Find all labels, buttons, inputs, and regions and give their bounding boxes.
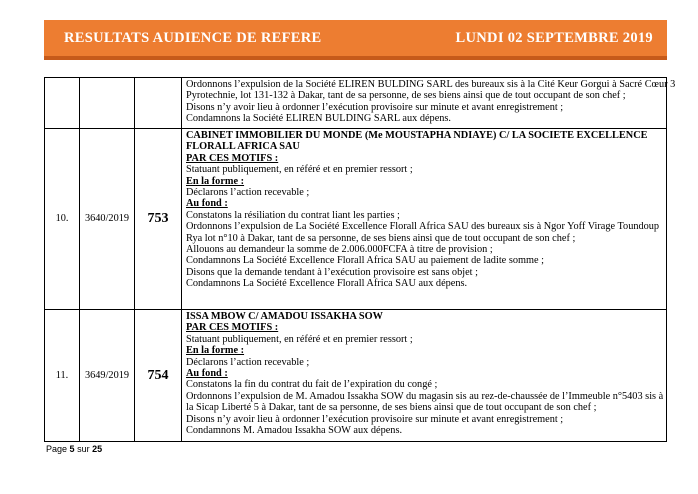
order-number: 753 — [135, 129, 182, 310]
decision-line: Condamnons La Société Excellence Florall Africa SAU au paiement de ladite somme ; — [186, 255, 544, 267]
footer-page-total: 25 — [92, 444, 103, 454]
motifs-text: Statuant publiquement, en référé et en premier ressort ; — [186, 164, 413, 176]
case-number — [80, 78, 135, 129]
decision-line: Condamnons M. Amadou Issakha SOW aux dépens. — [186, 425, 403, 437]
decision-line: Constatons la fin du contrat du fait de l’expiration du congé ; — [186, 379, 438, 391]
forme-heading: En la forme : — [186, 175, 245, 187]
forme-text: Déclarons l’action recevable ; — [186, 187, 310, 199]
row-number — [45, 78, 80, 129]
case-parties: CABINET IMMOBILIER DU MONDE (Me MOUSTAPHA NDIAYE) C/ LA SOCIETE EXCELLENCE FLORALL AFRICA SAU — [186, 130, 648, 153]
table-row — [45, 78, 667, 129]
header-date: LUNDI 02 SEPTEMBRE 2019 — [455, 29, 653, 46]
decision-line: Allouons au demandeur la somme de 2.006.000FCFA à titre de provision ; — [186, 244, 493, 256]
case-number: 3640/2019 — [80, 129, 135, 310]
decision-text — [182, 310, 667, 442]
decision-text — [182, 129, 667, 310]
decision-line: Ordonnons l’expulsion de M. Amadou Issakha SOW du magasin sis au rez-de-chaussée de l’Immeuble n°5403 sis à — [186, 390, 664, 402]
decision-line: Condamnons La Société Excellence Florall Africa SAU aux dépens. — [186, 278, 468, 290]
decision-line: Disons que la demande tendant à l’exécution provisoire est sans objet ; — [186, 266, 478, 278]
motifs-heading: PAR CES MOTIFS : — [186, 322, 279, 334]
forme-text: Déclarons l’action recevable ; — [186, 356, 310, 368]
table-row — [45, 310, 667, 442]
case-number: 3649/2019 — [80, 310, 135, 442]
footer-page-label: Page — [46, 444, 68, 454]
order-number — [135, 78, 182, 129]
decision-line: Ordonnons l’expulsion de la Société ELIREN BULDING SARL des bureaux sis à la Cité Keur Gorgui à Sacré Cœur 3 — [186, 79, 676, 90]
decision-line: Pyrotechnie, lot 131-132 à Dakar, tant de sa personne, de ses biens ainsi que de tout occupant de son chef ; — [186, 90, 626, 102]
decision-line: la Sicap Liberté 5 à Dakar, tant de sa personne, de ses biens ainsi que de tout occupant de son chef ; — [186, 402, 597, 414]
motifs-heading: PAR CES MOTIFS : — [186, 152, 279, 164]
footer-sur-label: sur — [77, 444, 90, 454]
forme-heading: En la forme : — [186, 345, 245, 357]
table-row — [45, 129, 667, 310]
fond-heading: Au fond : — [186, 198, 228, 210]
decision-text — [182, 78, 676, 129]
order-number: 754 — [135, 310, 182, 442]
motifs-text: Statuant publiquement, en référé et en premier ressort ; — [186, 333, 413, 345]
decision-line: Constatons la résiliation du contrat liant les parties ; — [186, 209, 400, 221]
decision-line: Ordonnons l’expulsion de La Société Excellence Florall Africa SAU des bureaux sis à Ngor Yoff Virage Toundoup — [186, 221, 660, 233]
row-number: 10. — [45, 129, 80, 310]
decision-line: Disons n’y avoir lieu à ordonner l’exécution provisoire sur minute et avant enregistrement ; — [186, 413, 564, 425]
decision-line: Disons n’y avoir lieu à ordonner l’exécution provisoire sur minute et avant enregistrement ; — [186, 101, 564, 113]
row-number: 11. — [45, 310, 80, 442]
decision-line: Condamnons la Société ELIREN BULDING SARL aux dépens. — [186, 113, 452, 125]
header-title: RESULTATS AUDIENCE DE REFERE — [64, 29, 322, 46]
fond-heading: Au fond : — [186, 368, 228, 380]
page-header — [44, 20, 667, 60]
footer-page-number: 5 — [69, 444, 75, 454]
case-parties: ISSA MBOW C/ AMADOU ISSAKHA SOW — [186, 311, 383, 322]
results-table — [44, 77, 676, 442]
decision-line: Rya lot n°10 à Dakar, tant de sa personne, de ses biens ainsi que de tout occupant de son chef ; — [186, 232, 576, 244]
page-footer — [46, 444, 102, 454]
